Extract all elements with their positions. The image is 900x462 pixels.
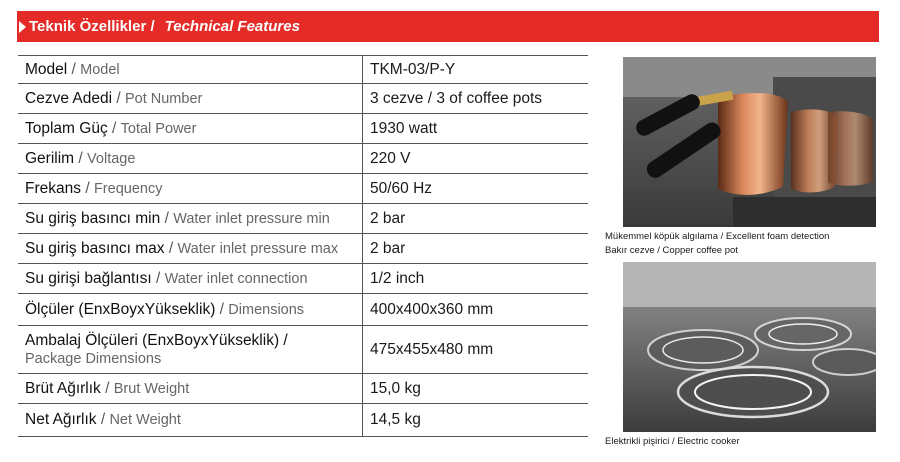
spec-label-tr: Su girişi bağlantısı — [25, 269, 152, 287]
spec-value: 475x455x480 mm — [363, 326, 589, 374]
spec-label-en: Water inlet pressure max — [177, 240, 339, 257]
spec-row — [18, 326, 588, 374]
spec-row — [18, 264, 588, 294]
spec-label — [18, 264, 363, 294]
spec-label — [18, 404, 363, 437]
spec-label — [18, 326, 363, 374]
spec-separator: / — [71, 60, 76, 78]
spec-value: 1/2 inch — [363, 264, 589, 294]
spec-separator: / — [105, 379, 110, 397]
spec-label-en: Total Power — [120, 120, 197, 137]
spec-separator: / — [100, 411, 106, 428]
header-title-en: Technical Features — [164, 18, 300, 35]
spec-row — [18, 114, 588, 144]
spec-label — [18, 174, 363, 204]
spec-label — [18, 234, 363, 264]
spec-label-tr: Brüt Ağırlık — [25, 379, 101, 397]
spec-separator: / — [155, 269, 161, 287]
spec-label-tr: Net Ağırlık — [25, 411, 97, 428]
spec-label-tr: Ambalaj Ölçüleri (EnxBoyxYükseklik) / — [25, 331, 288, 349]
spec-label-tr: Frekans — [25, 179, 81, 197]
photo2-caption: Elektrikli pişirici / Electric cooker — [605, 436, 740, 447]
spec-label-tr: Cezve Adedi — [25, 89, 113, 107]
spec-value: 2 bar — [363, 234, 589, 264]
spec-label-en: Model — [80, 61, 120, 78]
spec-label-en: Pot Number — [124, 90, 203, 107]
spec-value: 15,0 kg — [363, 374, 589, 404]
spec-row — [18, 294, 588, 326]
spec-label-en: Water inlet pressure min — [173, 210, 330, 227]
spec-label-en: Net Weight — [109, 412, 181, 428]
spec-value: TKM-03/P-Y — [363, 56, 589, 84]
spec-label-en: Dimensions — [228, 301, 305, 318]
spec-label-tr: Toplam Güç — [25, 119, 108, 137]
electric-cooker-photo — [623, 262, 876, 432]
spec-value: 1930 watt — [363, 114, 589, 144]
spec-separator: / — [219, 300, 224, 318]
spec-row — [18, 374, 588, 404]
spec-label — [18, 114, 363, 144]
spec-separator: / — [85, 179, 90, 197]
spec-separator: / — [168, 239, 174, 257]
arrow-icon — [19, 21, 26, 33]
spec-label — [18, 144, 363, 174]
spec-value: 400x400x360 mm — [363, 294, 589, 326]
spec-label — [18, 56, 363, 84]
spec-label-tr: Su giriş basıncı min — [25, 209, 161, 227]
spec-value: 2 bar — [363, 204, 589, 234]
spec-label-tr: Model — [25, 60, 68, 78]
spec-label-tr: Gerilim — [25, 149, 75, 167]
copper-pot-photo — [623, 57, 876, 227]
spec-row — [18, 144, 588, 174]
spec-separator: / — [112, 119, 117, 137]
spec-label — [18, 374, 363, 404]
spec-label-en: Frequency — [93, 180, 163, 197]
spec-row — [18, 174, 588, 204]
spec-label — [18, 294, 363, 326]
spec-label-en: Water inlet connection — [164, 270, 308, 287]
spec-value: 3 cezve / 3 of coffee pots — [363, 84, 589, 114]
spec-row — [18, 204, 588, 234]
spec-label-en: Package Dimensions — [25, 350, 162, 367]
spec-row — [18, 84, 588, 114]
section-header — [17, 11, 879, 42]
spec-label — [18, 84, 363, 114]
photo1-caption-2: Bakır cezve / Copper coffee pot — [605, 245, 738, 256]
spec-row — [18, 234, 588, 264]
spec-separator: / — [164, 209, 169, 227]
spec-label-tr: Ölçüler (EnxBoyxYükseklik) — [25, 300, 216, 318]
spec-table — [18, 55, 588, 437]
photo1-caption-1: Mükemmel köpük algılama / Excellent foam detection — [605, 231, 830, 242]
spec-row — [18, 56, 588, 84]
spec-value: 14,5 kg — [363, 404, 589, 437]
spec-label — [18, 204, 363, 234]
spec-separator: / — [78, 149, 83, 167]
spec-separator: / — [116, 89, 121, 107]
spec-row — [18, 404, 588, 437]
spec-label-en: Brut Weight — [113, 380, 190, 397]
spec-value: 220 V — [363, 144, 589, 174]
header-title-tr: Teknik Özellikler / — [29, 18, 155, 35]
spec-label-tr: Su giriş basıncı max — [25, 239, 165, 257]
spec-label-en: Voltage — [87, 150, 136, 167]
spec-value: 50/60 Hz — [363, 174, 589, 204]
